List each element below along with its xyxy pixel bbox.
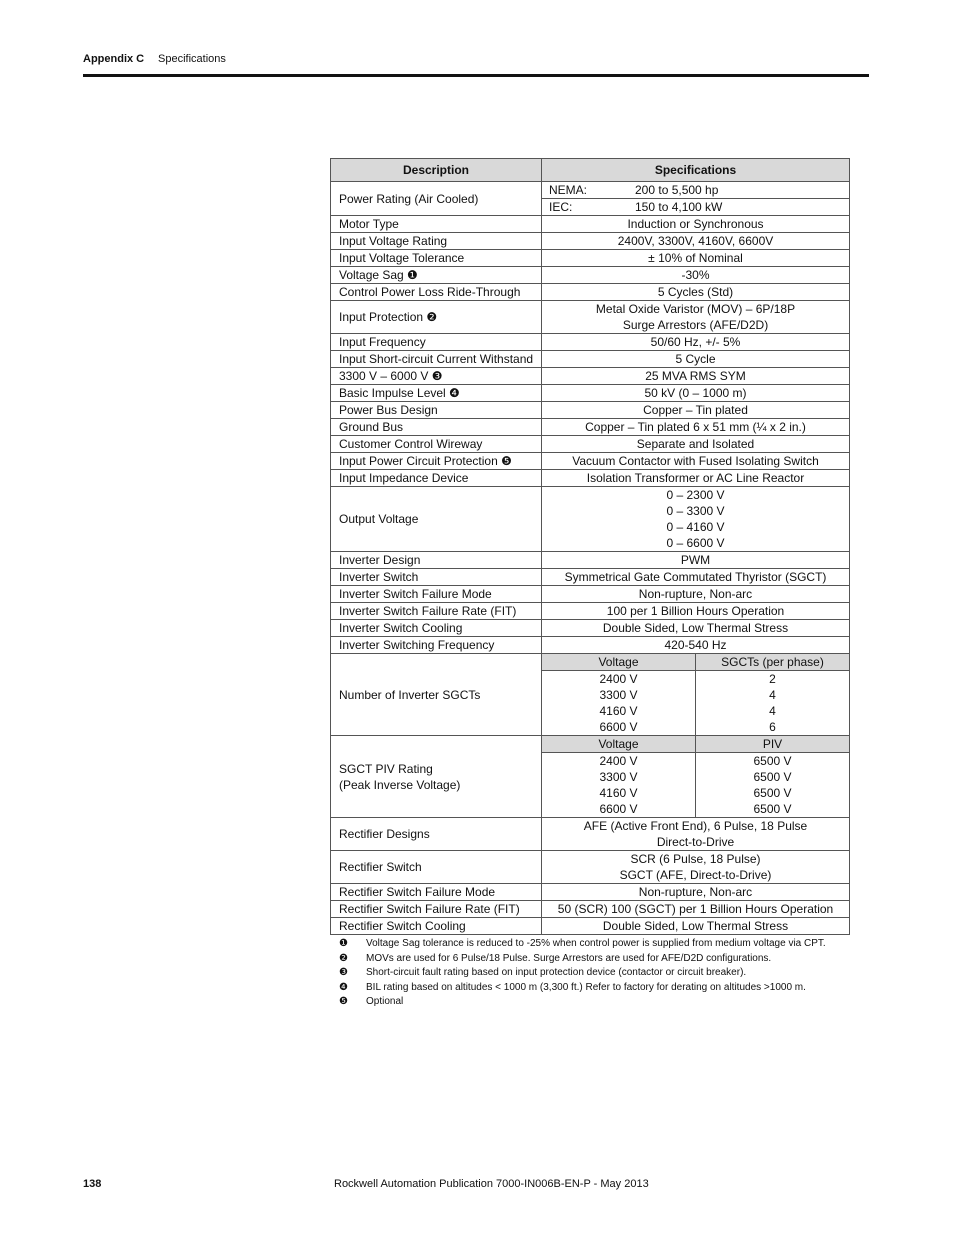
subtable-header: SGCTs (per phase) <box>696 654 850 671</box>
sgct-subtable <box>542 654 849 735</box>
table-row <box>331 419 850 436</box>
row-label: Input Protection ❷ <box>331 301 542 334</box>
row-value: Symmetrical Gate Commutated Thyristor (SGCT) <box>542 569 850 586</box>
voltage-list <box>542 671 696 736</box>
sgct-subtable-cell <box>542 654 850 736</box>
piv-value: 6500 V <box>753 754 792 768</box>
footnote <box>339 966 826 981</box>
row-label: Voltage Sag ❶ <box>331 267 542 284</box>
row-label: 3300 V – 6000 V ❸ <box>331 368 542 385</box>
footnote-marker: ❷ <box>339 952 348 964</box>
row-label: Customer Control Wireway <box>331 436 542 453</box>
row-label: Inverter Design <box>331 552 542 569</box>
section-label: Specifications <box>158 53 226 65</box>
piv-list <box>696 753 850 818</box>
piv-value: 6500 V <box>753 770 792 784</box>
page-number: 138 <box>83 1178 102 1190</box>
row-label: Power Rating (Air Cooled) <box>331 182 542 216</box>
voltage-value: 4160 V <box>599 704 638 718</box>
row-value <box>542 851 850 884</box>
table-row <box>331 470 850 487</box>
table-row <box>331 284 850 301</box>
table-row <box>331 552 850 569</box>
label-line: (Peak Inverse Voltage) <box>339 777 461 792</box>
table-row <box>331 884 850 901</box>
row-value: -30% <box>542 267 850 284</box>
voltage-value: 3300 V <box>599 770 638 784</box>
row-label: Basic Impulse Level ❹ <box>331 385 542 402</box>
table-header-row <box>331 159 850 182</box>
iec-cell <box>542 199 850 216</box>
table-row <box>331 301 850 334</box>
row-label: Rectifier Switch Failure Mode <box>331 884 542 901</box>
footnote <box>339 937 826 952</box>
table-row <box>331 603 850 620</box>
row-label: Input Short-circuit Current Withstand <box>331 351 542 368</box>
subtable-header: Voltage <box>542 654 696 671</box>
row-value: Double Sided, Low Thermal Stress <box>542 918 850 935</box>
nema-key: NEMA: <box>549 183 588 197</box>
voltage-value: 6600 V <box>599 720 638 734</box>
table-row <box>331 918 850 935</box>
table-row <box>331 267 850 284</box>
row-label: Rectifier Switch <box>331 851 542 884</box>
voltage-value: 6600 V <box>599 802 638 816</box>
label-line: SGCT PIV Rating <box>339 761 433 776</box>
row-value <box>542 487 850 552</box>
row-label: Inverter Switch Cooling <box>331 620 542 637</box>
row-label: Input Voltage Rating <box>331 233 542 250</box>
count-value: 6 <box>769 720 776 734</box>
table-row <box>331 334 850 351</box>
value-line: Surge Arrestors (AFE/D2D) <box>622 318 769 332</box>
value-line: Direct-to-Drive <box>656 835 735 849</box>
row-value: 50/60 Hz, +/- 5% <box>542 334 850 351</box>
table-row <box>331 736 850 818</box>
row-value: Induction or Synchronous <box>542 216 850 233</box>
piv-subtable-cell <box>542 736 850 818</box>
footnote-marker: ❹ <box>339 981 348 993</box>
value-line: SGCT (AFE, Direct-to-Drive) <box>619 868 772 882</box>
publication-footer: Rockwell Automation Publication 7000-IN006B-EN-P - May 2013 <box>334 1178 649 1190</box>
footnote-marker: ❺ <box>339 996 348 1007</box>
table-row <box>331 233 850 250</box>
footnote-text: BIL rating based on altitudes < 1000 m (3,300 ft.) Refer to factory for derating on altitudes >1000 m. <box>366 981 806 993</box>
iec-value: 150 to 4,100 kW <box>635 200 723 214</box>
row-label: Output Voltage <box>331 487 542 552</box>
table-row <box>331 901 850 918</box>
row-value: 5 Cycle <box>542 351 850 368</box>
voltage-value: 3300 V <box>599 688 638 702</box>
footnote-text: Voltage Sag tolerance is reduced to -25% when control power is supplied from medium voltage via CPT. <box>366 938 826 949</box>
table-row <box>331 487 850 552</box>
row-label: Input Power Circuit Protection ❺ <box>331 453 542 470</box>
row-value: Separate and Isolated <box>542 436 850 453</box>
row-value: 25 MVA RMS SYM <box>542 368 850 385</box>
row-value: Double Sided, Low Thermal Stress <box>542 620 850 637</box>
appendix-label: Appendix C <box>83 53 145 65</box>
footnote-text: Optional <box>366 996 404 1007</box>
row-label: Inverter Switch Failure Rate (FIT) <box>331 603 542 620</box>
table-row <box>331 851 850 884</box>
row-value: Copper – Tin plated 6 x 51 mm (¼ x 2 in.) <box>542 419 850 436</box>
table-row <box>331 620 850 637</box>
row-label: Power Bus Design <box>331 402 542 419</box>
table-row <box>331 586 850 603</box>
row-value: 50 kV (0 – 1000 m) <box>542 385 850 402</box>
count-value: 2 <box>769 672 776 686</box>
table-row <box>331 351 850 368</box>
footnote <box>339 995 826 1010</box>
subtable-header: PIV <box>696 736 850 753</box>
count-list <box>696 671 850 736</box>
row-value <box>542 301 850 334</box>
row-label: Rectifier Switch Failure Rate (FIT) <box>331 901 542 918</box>
table-row <box>331 453 850 470</box>
table-row <box>331 182 850 199</box>
table-row <box>331 436 850 453</box>
value-line: 0 – 4160 V <box>666 520 725 534</box>
row-value: 100 per 1 Billion Hours Operation <box>542 603 850 620</box>
value-line: SCR (6 Pulse, 18 Pulse) <box>630 852 761 866</box>
table-row <box>331 216 850 233</box>
row-label <box>331 736 542 818</box>
row-value: PWM <box>542 552 850 569</box>
count-value: 4 <box>769 688 776 702</box>
value-line: 0 – 3300 V <box>666 504 725 518</box>
header-rule <box>83 74 869 77</box>
specifications-table <box>330 158 850 935</box>
row-label: Rectifier Switch Cooling <box>331 918 542 935</box>
footnote <box>339 981 826 996</box>
specifications-column-header: Specifications <box>542 159 850 182</box>
running-header <box>83 53 226 65</box>
nema-value: 200 to 5,500 hp <box>635 183 719 197</box>
table-row <box>331 818 850 851</box>
row-label: Inverter Switching Frequency <box>331 637 542 654</box>
row-value: ± 10% of Nominal <box>542 250 850 267</box>
footnote-text: MOVs are used for 6 Pulse/18 Pulse. Surge Arrestors are used for AFE/D2D configurations. <box>366 952 772 964</box>
voltage-value: 2400 V <box>599 754 638 768</box>
value-line: Metal Oxide Varistor (MOV) – 6P/18P <box>595 302 796 316</box>
table-row <box>331 637 850 654</box>
table-row <box>331 654 850 736</box>
row-label: Control Power Loss Ride-Through <box>331 284 542 301</box>
row-label: Ground Bus <box>331 419 542 436</box>
value-line: 0 – 6600 V <box>666 536 725 550</box>
row-value: Non-rupture, Non-arc <box>542 884 850 901</box>
value-line: AFE (Active Front End), 6 Pulse, 18 Pulse <box>583 819 808 833</box>
piv-subtable <box>542 736 849 817</box>
row-value <box>542 818 850 851</box>
table-row <box>331 368 850 385</box>
row-label: Rectifier Designs <box>331 818 542 851</box>
row-label: Inverter Switch <box>331 569 542 586</box>
footnote-text: Short-circuit fault rating based on input protection device (contactor or circuit breaker). <box>366 967 747 978</box>
row-value: Copper – Tin plated <box>542 402 850 419</box>
table-row <box>331 402 850 419</box>
footnote-marker: ❸ <box>339 967 348 978</box>
description-column-header: Description <box>331 159 542 182</box>
piv-value: 6500 V <box>753 786 792 800</box>
table-row <box>331 569 850 586</box>
row-label: Input Impedance Device <box>331 470 542 487</box>
nema-cell <box>542 182 850 199</box>
row-label: Number of Inverter SGCTs <box>331 654 542 736</box>
table-row <box>331 250 850 267</box>
row-value: 420-540 Hz <box>542 637 850 654</box>
footnote <box>339 952 826 967</box>
row-value: 2400V, 3300V, 4160V, 6600V <box>542 233 850 250</box>
table-row <box>331 385 850 402</box>
row-value: Isolation Transformer or AC Line Reactor <box>542 470 850 487</box>
row-value: Non-rupture, Non-arc <box>542 586 850 603</box>
voltage-list <box>542 753 696 818</box>
count-value: 4 <box>769 704 776 718</box>
value-line: 0 – 2300 V <box>666 488 725 502</box>
piv-value: 6500 V <box>753 802 792 816</box>
row-label: Input Voltage Tolerance <box>331 250 542 267</box>
row-value: 5 Cycles (Std) <box>542 284 850 301</box>
row-value: Vacuum Contactor with Fused Isolating Switch <box>542 453 850 470</box>
subtable-header: Voltage <box>542 736 696 753</box>
voltage-value: 4160 V <box>599 786 638 800</box>
voltage-value: 2400 V <box>599 672 638 686</box>
row-value: 50 (SCR) 100 (SGCT) per 1 Billion Hours Operation <box>542 901 850 918</box>
row-label: Motor Type <box>331 216 542 233</box>
row-label: Input Frequency <box>331 334 542 351</box>
footnote-marker: ❶ <box>339 938 348 949</box>
footnotes <box>339 937 826 1010</box>
iec-key: IEC: <box>549 200 573 214</box>
row-label: Inverter Switch Failure Mode <box>331 586 542 603</box>
